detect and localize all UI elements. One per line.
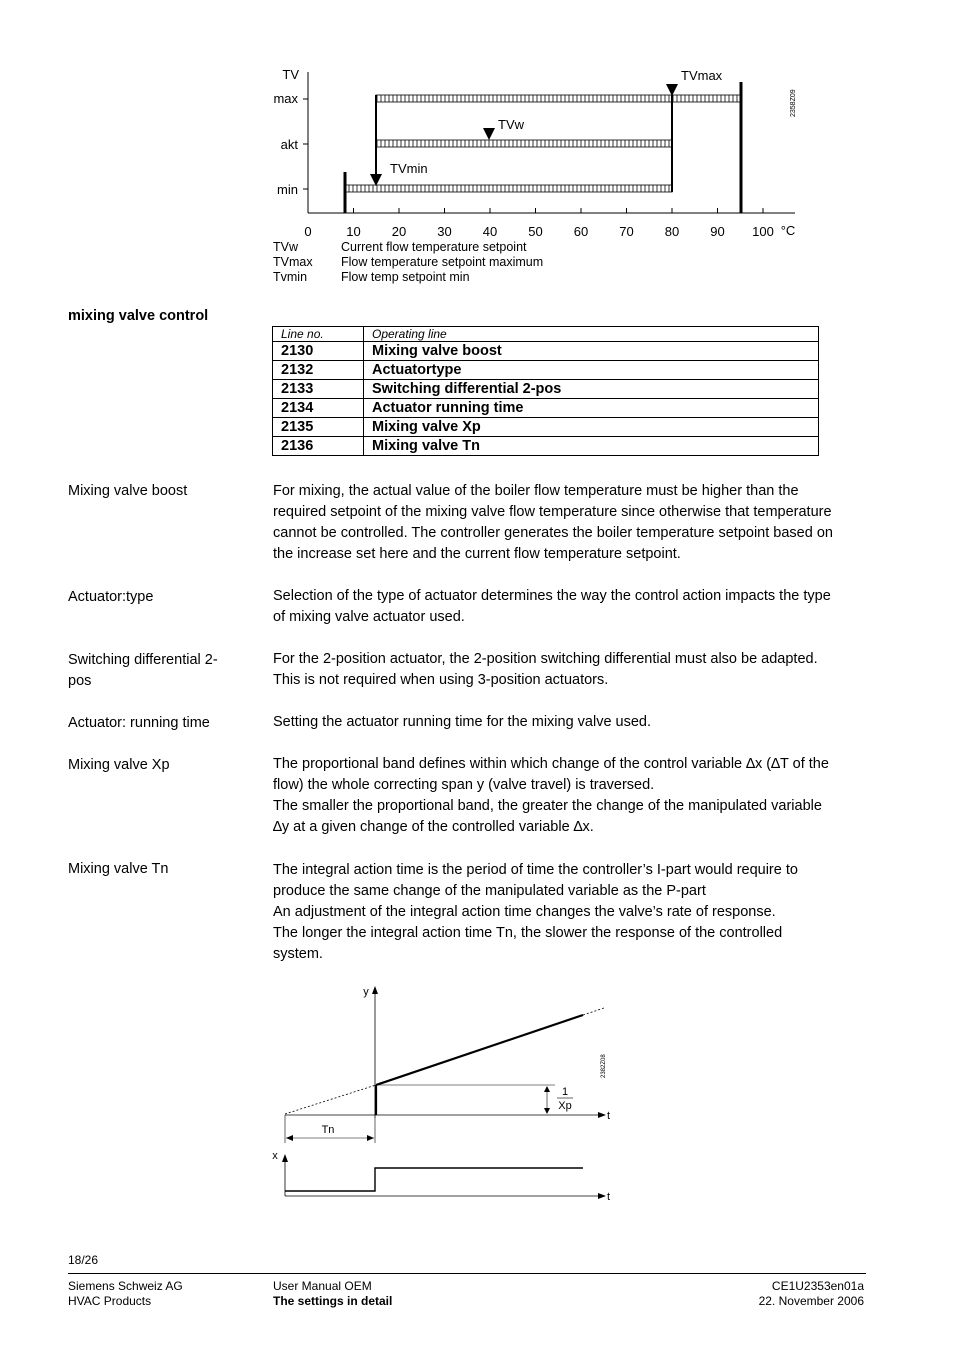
figure-code: 2358Z09: [790, 89, 797, 117]
table-row: 2132 Actuatortype: [273, 361, 819, 380]
text-switching-differential: For the 2-position actuator, the 2-position switching differential must also be adapted. This is not required when using 3-position actuators.: [273, 651, 818, 688]
label-mixing-valve-tn: Mixing valve Tn: [68, 861, 169, 877]
x-axis-label: x: [272, 1150, 278, 1162]
x-tick-label: 100: [752, 224, 774, 239]
x-tick-label: 10: [346, 224, 361, 239]
pi-response-diagram: [260, 975, 620, 1210]
footer-right: CE1U2353en01a 22. November 2006: [758, 1279, 864, 1308]
x-tick-label: 70: [619, 224, 634, 239]
x-tick-label: 80: [664, 224, 680, 239]
text-actuator-type: Selection of the type of actuator determines the way the control action impacts the type of mixing valve actuator used.: [273, 588, 831, 625]
footer-divider: [68, 1273, 866, 1274]
label-mixing-valve-boost: Mixing valve boost: [68, 483, 188, 499]
text-mixing-valve-tn: The integral action time is the period of time the controller’s I-part would require to produce the same change of the manipulated variable as the P-part An adjustment of the integral action time changes the valve’s rate of response. The longer the integral action time Tn, the slower the response of the controlled system.: [273, 862, 798, 962]
figure-code: 2382Z08: [601, 1054, 607, 1078]
legend-key: TVmax: [273, 255, 313, 269]
legend-key: Tvmin: [273, 270, 308, 284]
tvw-arrow: [483, 128, 495, 140]
header-line-no: Line no.: [273, 327, 364, 342]
text-mixing-valve-xp: The proportional band defines within which change of the control variable ∆x (∆T of the flow) the whole correcting span y (valve travel) is traversed. The smaller the proportional band, the greater the change of the manipulated variable ∆y at a given change of the controlled variable ∆x.: [273, 756, 829, 835]
x-unit: °C: [780, 223, 796, 238]
label-mixing-valve-xp: Mixing valve Xp: [68, 757, 170, 773]
operating-lines-table: [272, 326, 819, 456]
text-actuator-running-time: Setting the actuator running time for the mixing valve used.: [273, 714, 652, 730]
x-tick-label: 0: [304, 224, 312, 239]
table-row: 2135 Mixing valve Xp: [273, 418, 819, 437]
tn-label: Tn: [321, 1124, 335, 1136]
tvmin-arrow: [370, 174, 382, 186]
tvmax-arrow: [666, 84, 678, 96]
table-row: 2130 Mixing valve boost: [273, 342, 819, 361]
legend-desc: Flow temperature setpoint maximum: [341, 255, 544, 269]
x-tick-label: 30: [437, 224, 452, 239]
x-tick-label: 40: [482, 224, 498, 239]
x-tick-label: 90: [710, 224, 725, 239]
section-title: mixing valve control: [68, 308, 209, 324]
diagram-legend: [273, 240, 543, 285]
table-header-row: [273, 327, 819, 342]
label-actuator-running-time: Actuator: running time: [68, 715, 210, 731]
table-row: 2134 Actuator running time: [273, 399, 819, 418]
frac-denominator: Xp: [558, 1100, 572, 1112]
footer-center: User Manual OEM The settings in detail: [273, 1279, 393, 1308]
t-axis-label-lower: t: [607, 1191, 611, 1203]
legend-key: TVw: [273, 240, 298, 254]
x-tick-label: 20: [391, 224, 407, 239]
y-label-min: min: [277, 182, 298, 197]
x-tick-label: 60: [573, 224, 589, 239]
setpoint-range-diagram: [260, 60, 820, 245]
label-tvw: TVw: [498, 117, 524, 132]
label-actuator-type: Actuator:type: [68, 589, 154, 605]
max-band: [376, 95, 742, 102]
table-row: 2133 Switching differential 2-pos: [273, 380, 819, 399]
label-switching-differential: Switching differential 2-pos: [68, 652, 218, 689]
label-tvmin: TVmin: [390, 161, 428, 176]
text-mixing-valve-boost: For mixing, the actual value of the boiler flow temperature must be higher than the required setpoint of the mixing valve flow temperature since otherwise that temperature cannot be controlled. The controller generates the boiler temperature setpoint based on the increase set here and the current flow temperature setpoint.: [273, 483, 833, 562]
footer-left: Siemens Schweiz AG HVAC Products: [68, 1279, 183, 1308]
min-band: [345, 185, 672, 192]
akt-band: [376, 140, 672, 147]
frac-numerator: 1: [561, 1086, 569, 1098]
legend-desc: Current flow temperature setpoint: [341, 240, 527, 254]
y-axis-label: y: [363, 986, 369, 998]
legend-desc: Flow temp setpoint min: [341, 270, 470, 284]
y-label-max: max: [273, 91, 298, 106]
y-label-tv: TV: [282, 67, 299, 82]
x-tick-label: 50: [528, 224, 543, 239]
label-tvmax: TVmax: [681, 68, 723, 83]
y-label-akt: akt: [280, 137, 298, 152]
table-row: 2136 Mixing valve Tn: [273, 437, 819, 456]
t-axis-label-upper: t: [607, 1110, 611, 1122]
page-number: 18/26: [68, 1253, 99, 1267]
header-operating-line: Operating line: [364, 327, 819, 342]
